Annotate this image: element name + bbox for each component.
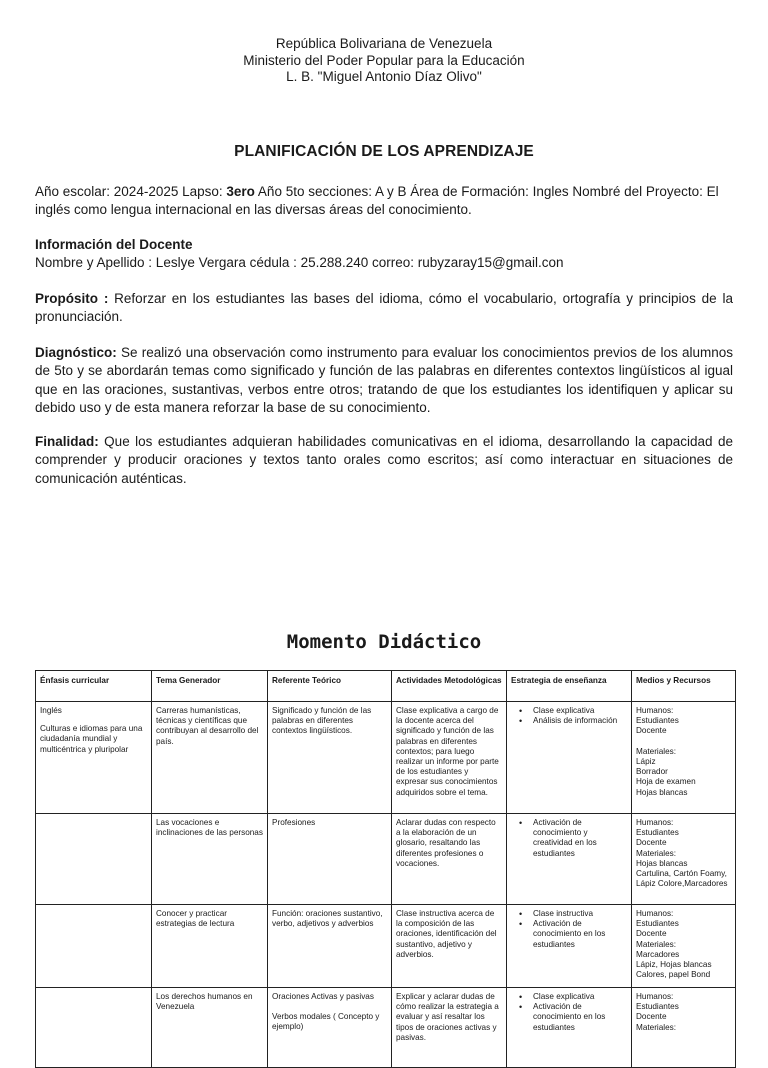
list-item: • Activación de conocimiento en los estudiantes — [533, 919, 627, 950]
header-tema: Tema Generador — [152, 671, 268, 702]
medios-line: Docente — [636, 726, 667, 736]
list-item: • Activación de conocimiento y creatividad en los estudiantes — [533, 818, 627, 859]
medios-spacer — [636, 737, 731, 747]
medios-line: Estudiantes — [636, 1002, 679, 1012]
teacher-info — [35, 236, 733, 273]
medios-cell — [632, 988, 736, 1068]
medios-line: Humanos: — [636, 992, 674, 1001]
medios-line: Materiales: — [636, 1022, 677, 1032]
medios-line: Cartulina, Cartón Foamy, Lápiz Colore,Marcadores — [636, 869, 728, 889]
teacher-info-label: Información del Docente — [35, 237, 193, 252]
referente-cell: Función: oraciones sustantivo, verbo, adjetivos y adverbios — [268, 905, 392, 988]
lapso-value: 3ero — [226, 184, 255, 199]
medios-cell — [632, 814, 736, 905]
purpose-label: Propósito : — [35, 291, 109, 306]
medios-line: Humanos: — [636, 818, 674, 827]
list-item: • Análisis de información — [533, 716, 627, 726]
medios-line: Estudiantes — [636, 919, 679, 929]
finality-text: Que los estudiantes adquieran habilidades comunicativas en el idioma, desarrollando la capacidad de comprender y producir oraciones y textos tanto orales como escritos; así como interactuar en situaciones de comunicación auténticas. — [35, 434, 733, 486]
header-ministry: Ministerio del Poder Popular para la Educación — [243, 52, 525, 68]
table-row — [36, 905, 736, 988]
enfasis-text: Culturas e idiomas para una ciudadanía mundial y multicéntrica y pluripolar — [40, 724, 143, 754]
header-enfasis: Énfasis curricular — [36, 671, 152, 702]
medios-line: Humanos: — [636, 706, 674, 715]
medios-line: Marcadores — [636, 949, 680, 959]
list-item: • Activación de conocimiento en los estudiantes — [533, 1002, 627, 1033]
diagnostic-paragraph — [35, 344, 733, 417]
referente-line: Verbos modales ( Concepto y ejemplo) — [272, 1012, 380, 1032]
medios-line: Hojas blancas — [636, 858, 688, 868]
referente-cell: Significado y función de las palabras en diferentes contextos lingüísticos. — [268, 702, 392, 814]
medios-line: Hojas blancas — [636, 787, 688, 797]
tema-cell: Las vocaciones e inclinaciones de las personas — [152, 814, 268, 905]
header-school: L. B. "Miguel Antonio Díaz Olivo" — [286, 69, 482, 84]
school-year-text: Año escolar: 2024-2025 Lapso: — [35, 184, 227, 199]
actividades-cell: Explicar y aclarar dudas de cómo realizar la estrategia a evaluar y así resaltar los tipos de oraciones activas y pasivas. — [392, 988, 507, 1068]
medios-line: Lápiz — [636, 757, 656, 767]
medios-line: Materiales: — [636, 848, 677, 858]
institution-header — [0, 36, 768, 86]
tema-cell: Conocer y practicar estrategias de lectura — [152, 905, 268, 988]
enfasis-cell-empty — [36, 988, 152, 1068]
list-item: • Clase explicativa — [533, 992, 627, 1002]
medios-line: Docente — [636, 838, 667, 848]
list-item: • Clase explicativa — [533, 706, 627, 716]
medios-line: Materiales: — [636, 939, 677, 949]
header-actividades: Actividades Metodológicas — [392, 671, 507, 702]
header-republic: República Bolivariana de Venezuela — [275, 36, 493, 51]
tema-cell: Carreras humanísticas, técnicas y científicas que contribuyan al desarrollo del país. — [152, 702, 268, 814]
table-row — [36, 988, 736, 1068]
medios-line: Calores, papel Bond — [636, 970, 711, 980]
medios-cell — [632, 702, 736, 814]
project-text: Año 5to secciones: A y B Área de Formación: Ingles Nombré del Proyecto: El inglés como lengua internacional en las diversas áreas del conocimiento. — [35, 184, 719, 218]
referente-cell — [268, 988, 392, 1068]
table-row — [36, 702, 736, 814]
enfasis-title: Inglés — [40, 706, 62, 715]
teacher-info-text: Nombre y Apellido : Leslye Vergara cédula : 25.288.240 correo: rubyzaray15@gmail.con — [35, 255, 564, 271]
actividades-cell: Clase explicativa a cargo de la docente acerca del significado y función de las palabras en diferentes contextos; para luego realizar un informe por parte de los estudiantes y expresar sus conocimientos adquiridos sobre el tema. — [392, 702, 507, 814]
medios-cell — [632, 905, 736, 988]
planning-table — [35, 670, 736, 1068]
actividades-cell: Clase instructiva acerca de la composición de las oraciones, identificación del sustantivo, adjetivo y adverbios. — [392, 905, 507, 988]
actividades-cell: Aclarar dudas con respecto a la elaboración de un glosario, resaltando las diferentes profesiones o vocaciones. — [392, 814, 507, 905]
diagnostic-text: Se realizó una observación como instrumento para evaluar los conocimientos previos de los alumnos de 5to y se abordarán temas como significado y función de las palabras en diferentes contextos lingüísticos al igual que en las oraciones, sustantivas, verbos entre otros; tratando de que los estudiantes los identifiquen y aplicar su debido uso y de esta manera reforzar la base de su conocimiento. — [35, 345, 733, 415]
estrategia-cell — [507, 814, 632, 905]
referente-cell: Profesiones — [268, 814, 392, 905]
referente-gap — [272, 1002, 387, 1012]
estrategia-cell — [507, 988, 632, 1068]
finality-label: Finalidad: — [35, 434, 99, 449]
referente-line: Oraciones Activas y pasivas — [272, 992, 374, 1001]
estrategia-cell — [507, 905, 632, 988]
medios-line: Materiales: — [636, 746, 677, 756]
diagnostic-label: Diagnóstico: — [35, 345, 117, 360]
enfasis-cell-empty — [36, 905, 152, 988]
header-medios: Medios y Recursos — [632, 671, 736, 702]
enfasis-cell-empty — [36, 814, 152, 905]
header-referente: Referente Teórico — [268, 671, 392, 702]
purpose-paragraph — [35, 290, 733, 327]
medios-line: Lápiz, Hojas blancas — [636, 960, 712, 970]
table-header-row — [36, 671, 736, 702]
medios-line: Estudiantes — [636, 828, 679, 838]
school-year-paragraph — [35, 183, 733, 220]
medios-line: Docente — [636, 1012, 667, 1022]
medios-line: Humanos: — [636, 909, 674, 918]
estrategia-cell — [507, 702, 632, 814]
enfasis-cell — [36, 702, 152, 814]
medios-line: Docente — [636, 929, 667, 939]
medios-line: Estudiantes — [636, 716, 679, 726]
tema-cell: Los derechos humanos en Venezuela — [152, 988, 268, 1068]
finality-paragraph — [35, 433, 733, 488]
purpose-text: Reforzar en los estudiantes las bases del idioma, cómo el vocabulario, ortografía y principios de la pronunciación. — [35, 291, 734, 325]
section-title: Momento Didáctico — [286, 631, 482, 653]
medios-line: Hoja de examen — [636, 777, 696, 787]
header-estrategia: Estrategia de enseñanza — [507, 671, 632, 702]
list-item: • Clase instructiva — [533, 909, 627, 919]
page-title: PLANIFICACIÓN DE LOS APRENDIZAJE — [234, 143, 534, 160]
table-row — [36, 814, 736, 905]
medios-line: Borrador — [636, 767, 668, 777]
